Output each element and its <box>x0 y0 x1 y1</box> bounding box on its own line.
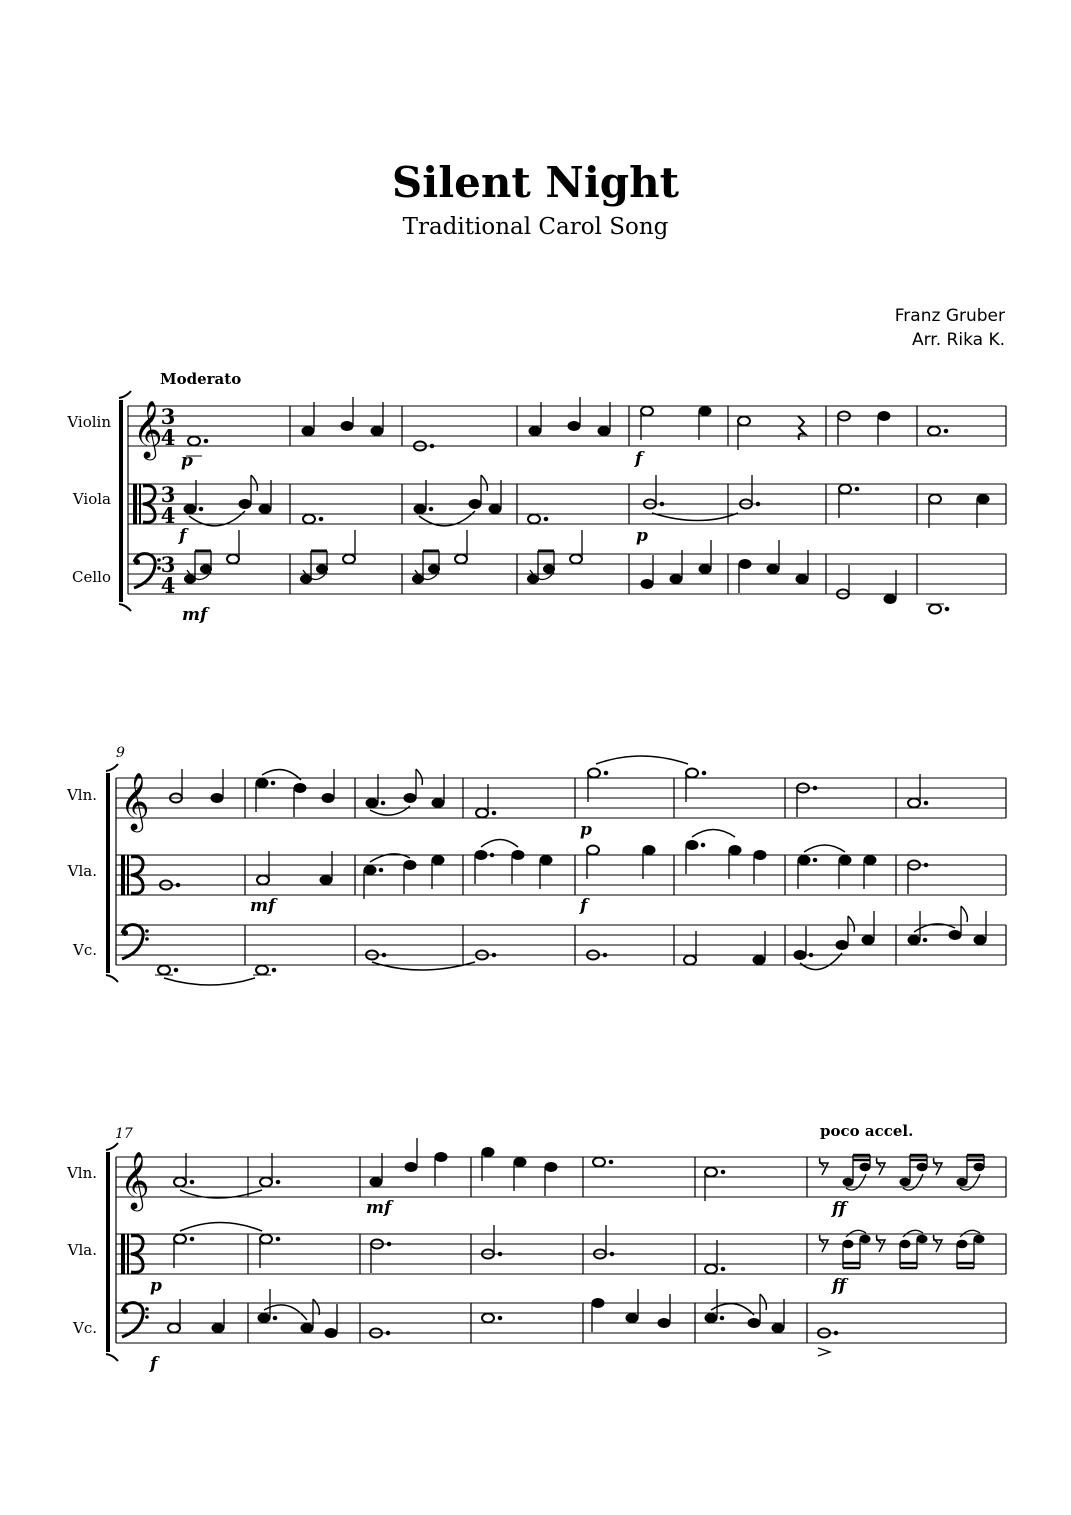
instrument-label-viola: Vla. <box>67 862 97 880</box>
bass-clef-icon <box>122 1303 149 1337</box>
bass-clef-icon <box>134 554 161 588</box>
svg-text:4: 4 <box>160 573 176 598</box>
dynamic-marking: f <box>179 526 187 546</box>
tempo-marking: poco accel. <box>820 1122 914 1140</box>
measure-number: 9 <box>116 745 125 761</box>
instrument-label-viola: Viola <box>72 490 111 508</box>
treble-clef-icon: 𝄞 <box>133 400 163 458</box>
bass-clef-icon <box>122 925 149 959</box>
staff-violin <box>116 778 1006 818</box>
dynamic-marking: f <box>580 896 588 916</box>
dynamic-marking: f <box>150 1354 158 1374</box>
bracket-hook-top <box>106 1143 118 1150</box>
dynamic-marking: ff <box>832 1276 847 1296</box>
cello-notes <box>185 530 949 614</box>
bracket-hook-bottom <box>106 975 118 982</box>
dynamic-marking: p <box>580 820 592 840</box>
dynamic-marking: mf <box>182 605 208 625</box>
instrument-label-cello: Vc. <box>72 941 97 959</box>
instrument-label-violin: Violin <box>67 413 111 431</box>
system-1 <box>66 370 1006 625</box>
accent-icon <box>818 1348 830 1356</box>
viola-notes <box>160 830 928 900</box>
bracket-hook-top <box>106 764 118 771</box>
dynamic-marking: mf <box>250 896 276 916</box>
measure-number: 17 <box>115 1126 133 1142</box>
score-title: Silent Night <box>391 158 680 207</box>
svg-text:4: 4 <box>160 425 176 450</box>
svg-text:4: 4 <box>160 503 176 528</box>
bracket-hook-bottom <box>119 604 131 611</box>
dynamic-marking: p <box>636 526 648 546</box>
arranger-name: Arr. Rika K. <box>911 330 1005 350</box>
dynamic-marking: f <box>635 449 643 469</box>
staff-cello <box>128 554 1006 594</box>
time-signature <box>161 404 176 598</box>
instrument-label-cello: Vc. <box>72 1319 97 1337</box>
treble-clef-icon: 𝄞 <box>120 772 150 830</box>
svg-text:3: 3 <box>160 552 176 577</box>
viola-notes <box>174 1223 984 1274</box>
barlines <box>116 1157 1006 1343</box>
staff-viola <box>128 484 1006 524</box>
dynamic-marking: ff <box>832 1199 847 1219</box>
svg-text:3: 3 <box>160 404 176 429</box>
bracket-hook-top <box>119 391 131 398</box>
score-subtitle: Traditional Carol Song <box>402 214 669 240</box>
instrument-label-violin: Vln. <box>66 786 97 804</box>
system-2 <box>66 745 1006 985</box>
staff-cello <box>116 925 1006 965</box>
barlines <box>128 406 1006 594</box>
violin-notes <box>174 1138 984 1201</box>
composer-name: Franz Gruber <box>894 306 1005 326</box>
dynamic-marking: mf <box>366 1198 392 1218</box>
tempo-marking: Moderato <box>160 370 242 388</box>
viola-notes <box>184 475 989 528</box>
svg-text:3: 3 <box>160 482 176 507</box>
staff-violin <box>128 406 1006 446</box>
staff-violin <box>116 1157 1006 1197</box>
staff-cello <box>116 1303 1006 1343</box>
staff-viola <box>116 1234 1006 1274</box>
dynamic-marking: p <box>150 1276 162 1296</box>
instrument-label-viola: Vla. <box>67 1241 97 1259</box>
instrument-label-cello: Cello <box>72 568 111 586</box>
system-3 <box>66 1122 1006 1374</box>
dynamic-marking: p <box>181 451 193 471</box>
instrument-label-violin: Vln. <box>66 1164 97 1182</box>
bracket-hook-bottom <box>106 1354 118 1361</box>
treble-clef-icon: 𝄞 <box>120 1151 150 1209</box>
